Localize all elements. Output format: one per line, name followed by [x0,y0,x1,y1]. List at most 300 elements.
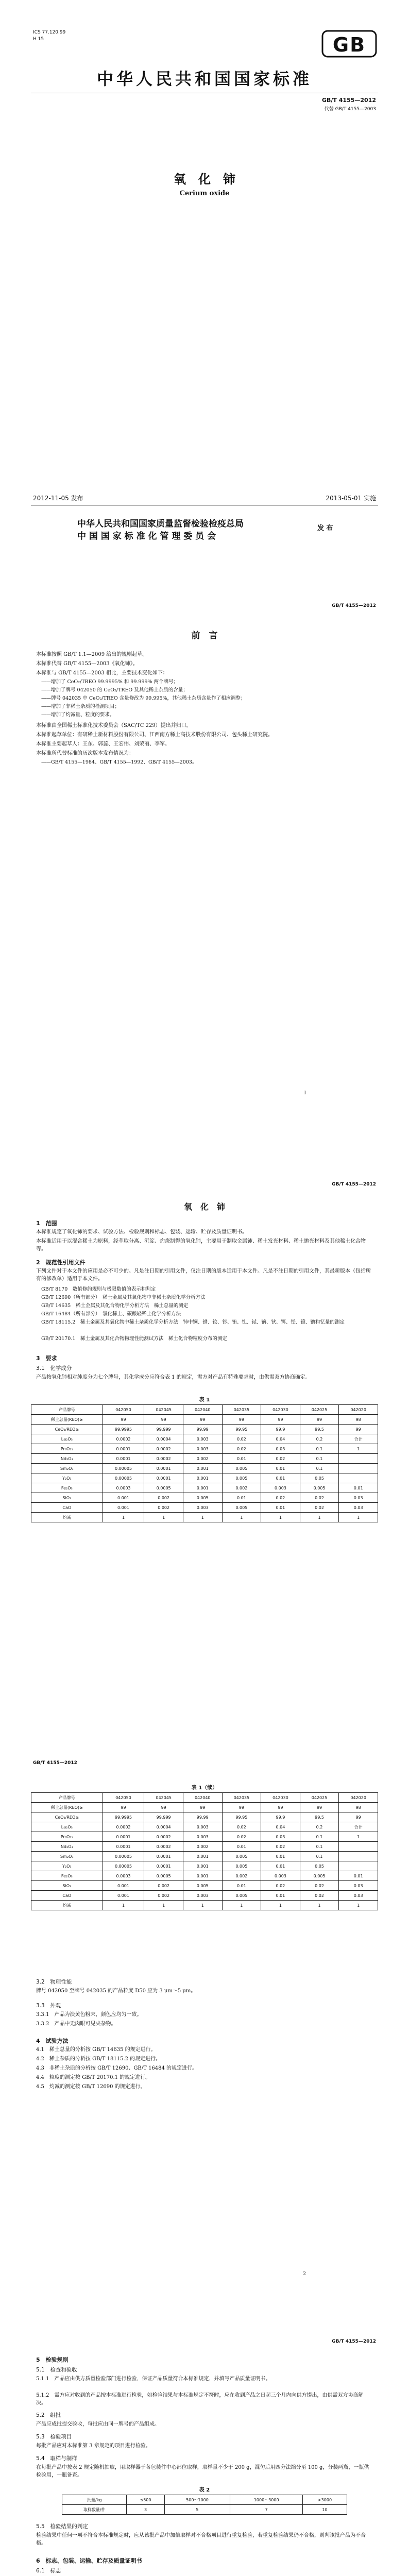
table-cell: 0.002 [144,1891,183,1901]
table-cell: 0.01 [222,1493,261,1503]
table-cell: 0.001 [103,1503,144,1513]
table-cell: 0.01 [261,1473,300,1483]
table-cell: 99 [300,1415,339,1425]
table-cell: 0.02 [222,1832,261,1842]
reference-item: GB/T 20170.1 稀土金属及其化合物物理性能测试方法 稀土化合物粒度分布的测定 [41,1336,227,1342]
table-cell: 合计 [339,1434,378,1444]
foreword-title: 前 言 [191,631,218,641]
foreword-item: ——增加了灼减量、粒度的要求。 [41,712,115,718]
table-cell: 0.00005 [103,1464,144,1473]
subsection-heading: 5.2 组批 [36,2412,61,2418]
reference-item: GB/T 12690（所有部分） 稀土金属及其氧化物中非稀土杂质化学分析方法 [41,1295,206,1300]
body-para: 下列文件对于本文件的应用是必不可少的。凡是注日期的引用文件，仅注日期的版本适用于本文件。凡是不注日期的引用文件，其最新版本（包括所有的修改单）适用于本文件。 [36,1268,371,1282]
table-cell: 0.003 [183,1822,222,1832]
table-row-label: Fe₂O₃ [31,1483,103,1493]
table-cell: 0.0002 [103,1822,144,1832]
body-para: 在每批产品中按表 2 规定随机抽取，用取样器于各包装件中心部位取样，取样量不少于 200 g，混匀后用四分法缩分至 100 g，分装两瓶，一瓶供检验用，一瓶备查。 [36,2465,369,2478]
section-heading: 1 范围 [36,1220,57,1227]
section-heading: 4 试验方法 [36,2038,69,2044]
table-cell: 0.005 [300,1483,339,1493]
table-row-label: SiO₂ [31,1493,103,1503]
table-cell: 0.1 [300,1832,339,1842]
table-cell: 0.02 [261,1493,300,1503]
table-cell: 7 [230,2505,303,2515]
subsection-heading: 3.3 外观 [36,2003,61,2009]
table-cell: 0.01 [261,1852,300,1861]
table-cell: 0.0001 [103,1454,144,1464]
table-cell [339,1464,378,1473]
foreword-item: ——增加了非稀土杂质的检测项目； [41,704,120,709]
table-cell: 99 [222,1803,261,1812]
table-cell: 0.0004 [144,1822,183,1832]
table-cell: 0.003 [261,1871,300,1881]
table-header-cell: 042050 [103,1405,144,1415]
body-page-1 [0,1157,409,1736]
body-para: 3.3.2 产品中无肉眼可见夹杂物。 [36,2021,116,2027]
test-method-item: 4.3 非稀土杂质的分析按 GB/T 12690、GB/T 16484 的规定进行。 [36,2065,197,2071]
table-row [31,1901,378,1910]
body-title: 氧 化 铈 [183,1202,225,1212]
table-cell [339,1852,378,1861]
body-para: 5.1.1 产品应由供方质量检验部门进行检验，保证产品质量符合本标准规定，并填写产品质量证明书。 [36,2376,271,2382]
foreword-para: 本标准按照 GB/T 1.1—2009 给出的规则起草。 [36,652,148,657]
table-cell: 0.05 [300,1861,339,1871]
table-cell: 0.002 [144,1881,183,1891]
body-para: 5.1.2 需方应对收到的产品按本标准进行检验，如检验结果与本标准规定不符时，应在收到产品之日起三个月内向供方提出，由供需双方协商解决。 [36,2393,364,2406]
table-cell: 1 [339,1832,378,1842]
table-cell: 0.01 [222,1842,261,1852]
table-cell: 0.0004 [144,1434,183,1444]
table-cell: 0.0002 [144,1444,183,1454]
table-cell: 0.003 [183,1503,222,1513]
table-row-label: Nd₂O₃ [31,1842,103,1852]
table-header-cell: 042025 [300,1405,339,1415]
table-cell: 0.02 [222,1822,261,1832]
table-cell: 98 [339,1803,378,1812]
table-cell: 1 [261,1513,300,1522]
table-header-cell: 042040 [183,1405,222,1415]
table-header-cell: ≤500 [127,2495,164,2505]
table-cell: 0.001 [183,1861,222,1871]
table-cell: 0.02 [222,1434,261,1444]
table-cell: 0.00005 [103,1473,144,1483]
table-header-row [31,1405,378,1415]
body-para: 每批产品应对本标准第 3 章规定的项目进行检验。 [36,2443,151,2449]
table-header-cell: 产品牌号 [31,1405,103,1415]
test-method-item: 4.5 灼减的测定按 GB/T 12690 的规定进行。 [36,2084,146,2090]
table-cell: 0.0005 [144,1483,183,1493]
table-row-label: Y₂O₃ [31,1473,103,1483]
table-cell: 1 [144,1901,183,1910]
body-para: 牌号 042050 至牌号 042035 的产品粒度 D50 应为 3 μm～5 μm。 [36,1988,196,1994]
issued-label: 发 布 [317,524,333,532]
table-row-label: 稀土总量(REO)≥ [31,1415,103,1425]
table-cell: 0.02 [300,1881,339,1891]
page-header: GB/T 4155—2012 [332,1182,376,1187]
foreword-page [0,579,409,1157]
table-row [31,1842,378,1852]
table-caption: 表 2 [199,2487,210,2493]
table-cell: 1 [339,1513,378,1522]
table-cell: 1 [339,1901,378,1910]
ics-code: ICS 77.120.99 [33,30,66,35]
table-cell: 0.04 [261,1434,300,1444]
cover-title-en: Cerium oxide [179,190,230,197]
table-row [31,1871,378,1881]
svg-text:GB: GB [332,33,366,56]
table-header-cell: 042035 [222,1405,261,1415]
cover-title-cn: 氧 化 铈 [174,172,235,187]
subsection-heading: 5.3 检验项目 [36,2434,72,2440]
table-header-cell: 042020 [339,1793,378,1803]
table-header-cell: 批量/kg [62,2495,127,2505]
table-cell: 99 [339,1425,378,1434]
table-cell: 99.95 [222,1812,261,1822]
table-cell: 0.03 [339,1493,378,1503]
table-cell: 99 [300,1803,339,1812]
table-cell: 10 [303,2505,347,2515]
table-cell: 99.9 [261,1425,300,1434]
table-cell: 1 [222,1513,261,1522]
subsection-heading: 6.1 标志 [36,2568,61,2574]
table-cell: 0.01 [261,1861,300,1871]
table-cell: 0.005 [222,1503,261,1513]
table-row-label: CeO₂/REO≥ [31,1425,103,1434]
foreword-item: ——增加了牌号 042050 的 CeO₂/TREO 及其他稀土杂质的含量； [41,687,188,693]
table-cell: 0.03 [261,1444,300,1454]
table-row-label: CaO [31,1503,103,1513]
table-cell: 99.95 [222,1425,261,1434]
section-heading: 2 规范性引用文件 [36,1259,86,1266]
table-header-cell: 产品牌号 [31,1793,103,1803]
table-cell: 0.1 [300,1842,339,1852]
table-row [31,1881,378,1891]
table-cell: 0.03 [261,1832,300,1842]
table-row [62,2505,347,2515]
table-cell: 0.02 [300,1493,339,1503]
table-row-label: CaO [31,1891,103,1901]
table-cell: 99 [144,1803,183,1812]
subsection-heading: 5.4 取样与制样 [36,2455,77,2462]
body-para: 3.3.1 产品为淡黄色粉末，颜色应均匀一致。 [36,2012,142,2018]
page-header: GB/T 4155—2012 [332,603,376,608]
publish-date: 2012-11-05 发布 [33,495,83,502]
reference-item: GB/T 14635 稀土金属及其化合物化学分析方法 稀土总量的测定 [41,1303,189,1309]
table-cell [339,1842,378,1852]
table-cell: 1 [339,1444,378,1454]
table-cell: 1 [261,1901,300,1910]
composition-table-continued [31,1792,378,1910]
table-caption: 表 1（续） [191,1785,218,1791]
page-header: GB/T 4155—2012 [332,2339,376,2344]
table-cell: 0.001 [103,1891,144,1901]
table-cell: 0.0002 [144,1454,183,1464]
table-cell: 0.03 [339,1503,378,1513]
page-number: 2 [303,2272,306,2277]
table-cell: 99.99 [183,1425,222,1434]
table-cell: 0.02 [261,1881,300,1891]
body-para: 产品应成批提交验收，每批应由同一牌号的产品组成。 [36,2421,160,2427]
body-para: 本标准规定了氧化铈的要求、试验方法、检验规则和标志、包装、运输、贮存及质量证明书。 [36,1229,247,1235]
table-cell: 0.01 [339,1483,378,1493]
foreword-para: 本标准代替 GB/T 4155—2003《氧化铈》。 [36,661,138,667]
table-cell: 合计 [339,1822,378,1832]
table-cell: 0.02 [261,1842,300,1852]
table-cell: 0.002 [183,1842,222,1852]
table-cell: 0.02 [300,1891,339,1901]
table-cell: 99.5 [300,1812,339,1822]
subsection-heading: 5.1 检查和验收 [36,2367,77,2373]
table-row [31,1513,378,1522]
gb-logo [321,30,377,58]
ccs-code: H 15 [33,37,44,42]
table-cell: 0.005 [183,1881,222,1891]
table-cell: 0.02 [300,1503,339,1513]
table-header-cell: 042045 [144,1793,183,1803]
table-row [31,1493,378,1503]
table-header-cell: 1000～3000 [230,2495,303,2505]
table-cell: 1 [103,1513,144,1522]
table-row-label: 灼减 [31,1513,103,1522]
table-row-label: Y₂O₃ [31,1861,103,1871]
table-cell: 99 [103,1415,144,1425]
table-row-label: 稀土总量(REO)≥ [31,1803,103,1812]
table-row-label: Sm₂O₃ [31,1852,103,1861]
table-header-cell: 042035 [222,1793,261,1803]
table-cell: 0.005 [222,1473,261,1483]
table-row [31,1822,378,1832]
table-header-cell: 042045 [144,1405,183,1415]
table-cell: 0.1 [300,1454,339,1464]
table-row [31,1832,378,1842]
foreword-para: 本标准起草单位：有研稀土新材料股份有限公司、江西南方稀土高技术股份有限公司、包头稀土研究院。 [36,732,273,738]
table-row [31,1434,378,1444]
section-heading: 6 标志、包装、运输、贮存及质量证明书 [36,2557,142,2564]
table-cell: 1 [222,1901,261,1910]
table-cell: 0.0001 [103,1842,144,1852]
foreword-para: 本标准所代替标准的历次版本发布情况为： [36,751,134,756]
table-cell: 0.02 [222,1444,261,1454]
table-cell: 0.01 [222,1454,261,1464]
reference-item: GB/T 16484（所有部分） 氯化稀土、碳酸轻稀土化学分析方法 [41,1311,181,1317]
table-cell: 0.0005 [144,1871,183,1881]
table-row-label: Pr₆O₁₁ [31,1832,103,1842]
table-cell: 0.002 [222,1871,261,1881]
replaces-note: 代替 GB/T 4155—2003 [324,107,376,112]
table-cell: 0.0001 [144,1852,183,1861]
table-header-cell: 042040 [183,1793,222,1803]
table-cell: 0.1 [300,1444,339,1454]
table-cell: 0.001 [103,1881,144,1891]
table-cell [339,1861,378,1871]
table-cell: 0.2 [300,1434,339,1444]
table-cell: 0.005 [222,1861,261,1871]
table-header-cell: 042050 [103,1793,144,1803]
table-cell: 0.0002 [144,1842,183,1852]
body-para: 检验结果中任何一项不符合本标准规定时，应从该批产品中加倍取样对不合格项目进行重复检验，若重复检验结果仍不合格，则判该批产品为不合格。 [36,2533,366,2546]
table-cell: 99.999 [144,1425,183,1434]
table-cell: 99 [183,1415,222,1425]
table-cell: 0.0001 [144,1464,183,1473]
table-row [31,1444,378,1454]
table-row-label: Nd₂O₃ [31,1454,103,1464]
table-cell: 5 [164,2505,230,2515]
test-method-item: 4.4 粒度的测定按 GB/T 20170.1 的规定进行。 [36,2075,151,2080]
section-heading: 3 要求 [36,1355,57,1362]
table-cell: 0.003 [183,1444,222,1454]
effective-date: 2013-05-01 实施 [326,495,376,502]
table-header-cell: 042030 [261,1405,300,1415]
table-cell: 0.03 [339,1881,378,1891]
table-cell: 99.9995 [103,1425,144,1434]
table-cell [339,1454,378,1464]
table-header-cell: 042025 [300,1793,339,1803]
table-cell: 0.01 [222,1881,261,1891]
table-row-label: Sm₂O₃ [31,1464,103,1473]
body-para: 产品按氧化铈相对纯度分为七个牌号，其化学成分应符合表 1 的规定，需方对产品有特殊要求时，由供需双方协商确定。 [36,1375,311,1380]
table-caption: 表 1 [199,1397,210,1403]
table-cell: 98 [339,1415,378,1425]
test-method-item: 4.1 稀土总量的分析按 GB/T 14635 的规定进行。 [36,2047,156,2053]
table-cell: 0.0003 [103,1483,144,1493]
table-cell: 0.1 [300,1464,339,1473]
table-row-label: Pr₆O₁₁ [31,1444,103,1454]
table-row [31,1483,378,1493]
table-header-cell: 042020 [339,1405,378,1415]
table-cell: 99.9995 [103,1812,144,1822]
table-cell: 0.001 [183,1852,222,1861]
table-cell: 0.2 [300,1822,339,1832]
table-cell: 99.99 [183,1812,222,1822]
sampling-table [62,2495,347,2515]
reference-item: GB/T 8170 数值修约规则与极限数值的表示和判定 [41,1286,156,1292]
table-cell: 0.002 [144,1503,183,1513]
table-cell: 0.1 [300,1852,339,1861]
table-cell: 99 [103,1803,144,1812]
table-cell: 1 [183,1513,222,1522]
table-cell: 99 [144,1415,183,1425]
table-row-label: SiO₂ [31,1881,103,1891]
foreword-para: 本标准由全国稀土标准化技术委员会（SAC/TC 229）提出并归口。 [36,723,192,728]
issuer-sac: 中 国 国 家 标 准 化 管 理 委 员 会 [77,531,216,541]
table-cell: 0.002 [222,1483,261,1493]
table-cell: 0.003 [183,1832,222,1842]
table-row [31,1891,378,1901]
table-cell: 0.003 [261,1483,300,1493]
table-cell: 0.001 [183,1871,222,1881]
table-cell: 0.001 [183,1473,222,1483]
table-cell: 0.01 [261,1464,300,1473]
subsection-heading: 5.5 检验结果的判定 [36,2523,88,2530]
table-cell: 1 [183,1901,222,1910]
foreword-item: ——GB/T 4155—1984、GB/T 4155—1992、GB/T 4155—2003。 [41,759,197,765]
subsection-heading: 3.1 化学成分 [36,1365,72,1371]
table-cell: 0.0001 [103,1444,144,1454]
table-cell: 99.5 [300,1425,339,1434]
foreword-item: ——牌号 042035 中 CeO₂/TREO 含量修改为 99.995%，其他稀土杂质含量作了相应调整； [41,696,246,701]
table-cell: 0.002 [183,1454,222,1464]
table-cell: 0.005 [222,1852,261,1861]
table-cell: 1 [103,1901,144,1910]
table-cell: 1 [300,1901,339,1910]
table-cell: 0.03 [339,1891,378,1901]
composition-table [31,1404,378,1522]
table-cell: 0.01 [261,1503,300,1513]
table-row [31,1803,378,1812]
table-cell: 0.0002 [144,1832,183,1842]
table-row [31,1425,378,1434]
table-row-label: La₂O₃ [31,1434,103,1444]
table-row [31,1464,378,1473]
table-cell: 99.999 [144,1812,183,1822]
table-cell: 0.001 [103,1493,144,1503]
table-cell [339,1473,378,1483]
table-cell: 0.00005 [103,1861,144,1871]
table-cell: 0.01 [261,1891,300,1901]
table-cell: 0.00005 [103,1852,144,1861]
table-cell: 0.005 [222,1464,261,1473]
body-page-2 [0,1736,409,2314]
national-standard-title: 中华人民共和国国家标准 [96,69,312,89]
cover-page [0,0,409,579]
table-cell: 0.005 [300,1871,339,1881]
table-cell: 0.0001 [144,1861,183,1871]
page-number-roman: I [304,1091,306,1096]
test-method-item: 4.2 稀土杂质的分析按 GB/T 18115.2 的规定进行。 [36,2056,161,2062]
reference-item: GB/T 18115.2 稀土金属及其氧化物中稀土杂质化学分析方法 铈中镧、镨、钕、钐、铕、钆、铽、镝、钬、铒、铥、镱、镥和钇量的测定 [41,1319,345,1325]
table-row [31,1415,378,1425]
table-cell: 0.005 [183,1493,222,1503]
section-heading: 5 检验规则 [36,2357,69,2363]
table-header-cell: 042030 [261,1793,300,1803]
table-row-label: La₂O₃ [31,1822,103,1832]
table-cell: 0.003 [183,1434,222,1444]
body-page-3 [0,2314,409,2576]
table-cell: 0.001 [183,1483,222,1493]
foreword-para: 本标准主要起草人：王东、郭蕊、王宏伟、刘荣丽、李军。 [36,741,170,747]
table-cell: 3 [127,2505,164,2515]
table-cell: 0.05 [300,1473,339,1483]
table-cell: 99 [183,1803,222,1812]
table-header-row [31,1793,378,1803]
table-row [31,1454,378,1464]
table-cell: 1 [144,1513,183,1522]
page-header: GB/T 4155—2012 [33,1760,77,1766]
issuer-aqsiq: 中华人民共和国国家质量监督检验检疫总局 [77,519,244,529]
table-cell: 0.0002 [103,1434,144,1444]
table-row [31,1473,378,1483]
table-cell: 99.9 [261,1812,300,1822]
table-row [31,1852,378,1861]
table-cell: 0.02 [261,1454,300,1464]
standard-number: GB/T 4155—2012 [322,97,376,104]
table-cell: 0.0003 [103,1871,144,1881]
table-cell: 0.01 [339,1871,378,1881]
table-cell: 1 [300,1513,339,1522]
table-cell: 99 [261,1803,300,1812]
table-cell: 0.005 [222,1891,261,1901]
table-row [31,1861,378,1871]
foreword-para: 本标准与 GB/T 4155—2003 相比，主要技术变化如下： [36,670,168,676]
body-para: 本标准适用于以混合稀土为原料，经萃取分离、沉淀、灼烧制得的氧化铈，主要用于制取金属铈、稀土发光材料、稀土抛光材料及其他稀土化合物等。 [36,1239,366,1252]
table-cell: 0.001 [183,1464,222,1473]
foreword-item: ——增加了 CeO₂/TREO 99.9995% 和 99.999% 两个牌号； [41,679,179,685]
table-cell: 0.003 [183,1891,222,1901]
table-row [31,1812,378,1822]
table-row [31,1503,378,1513]
table-row-label: CeO₂/REO≥ [31,1812,103,1822]
table-header-cell: >3000 [303,2495,347,2505]
